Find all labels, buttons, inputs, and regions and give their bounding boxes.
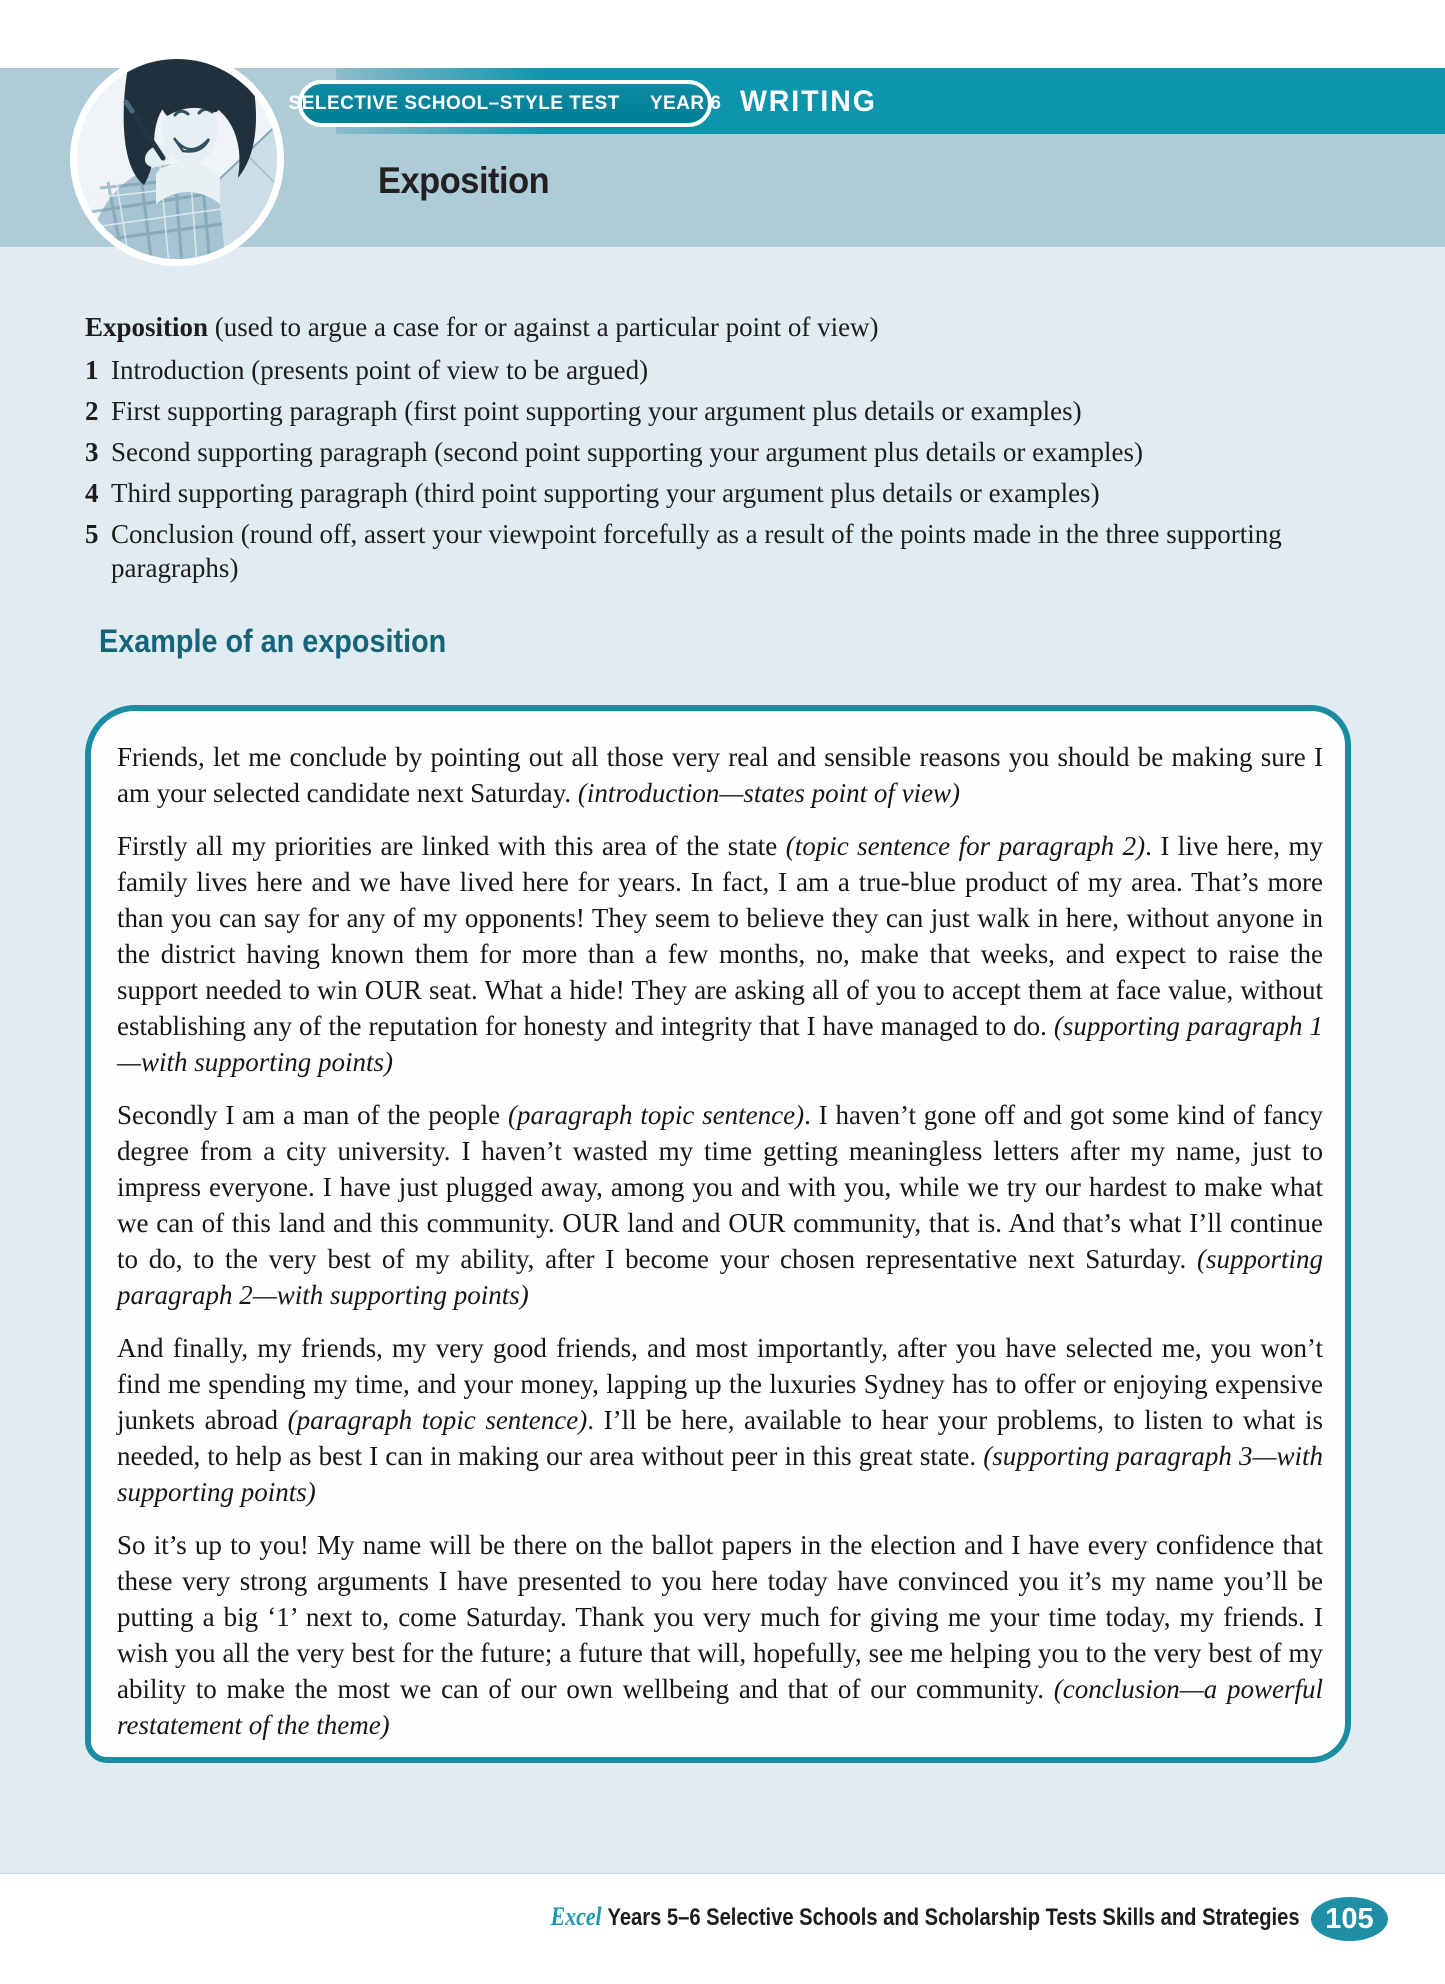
example-box bbox=[85, 705, 1351, 1763]
student-writing-photo-icon bbox=[70, 52, 284, 266]
annotation-text: (conclusion—a powerful restatement of the theme) bbox=[117, 1674, 1323, 1740]
speech-text: And finally, my friends, my very good friends, and most importantly, after you have selected me, you won’t find me spending my time, and your money, lapping up the luxuries Sydney has to offer or enjoying expensive junkets abroad bbox=[117, 1333, 1323, 1435]
exposition-structure-list bbox=[85, 353, 1335, 585]
list-item-number: 1 bbox=[85, 355, 99, 385]
speech-text: Friends, let me conclude by pointing out all those very real and sensible reasons you should be making sure I am your selected candidate next Saturday. bbox=[117, 742, 1323, 808]
exposition-definition bbox=[85, 310, 1335, 344]
annotation-text: (supporting paragraph 1—with supporting points) bbox=[117, 1011, 1323, 1077]
test-badge-label: SELECTIVE SCHOOL–STYLE TEST bbox=[288, 92, 620, 114]
excel-brand-logo: Excel bbox=[551, 1902, 603, 1931]
structure-list-item bbox=[85, 353, 1335, 387]
speech-text: . I haven’t gone off and got some kind of fancy degree from a city university. I haven’t wasted my time getting meaningless letters after my name, just to impress everyone. I have just plugged away, among you and with you, while we try our hardest to make what we can of this land and this community. OUR land and OUR community, that is. And that’s what I’ll continue to do, to the very best of my ability, after I become your chosen representative next Saturday. bbox=[117, 1100, 1323, 1274]
list-item-text: Third supporting paragraph (third point supporting your argument plus details or examples) bbox=[111, 478, 1100, 508]
annotation-text: (supporting paragraph 3—with supporting points) bbox=[117, 1441, 1323, 1507]
definition-term: Exposition bbox=[85, 312, 209, 342]
section-label: WRITING bbox=[740, 85, 877, 118]
list-item-text: Second supporting paragraph (second point supporting your argument plus details or examples) bbox=[111, 437, 1144, 467]
page-number: 105 bbox=[1325, 1902, 1374, 1935]
student-photo-illustration bbox=[70, 52, 284, 266]
page-number-badge bbox=[1311, 1897, 1388, 1941]
main-content bbox=[85, 310, 1335, 592]
list-item-number: 3 bbox=[85, 437, 99, 467]
list-item-number: 4 bbox=[85, 478, 99, 508]
list-item-number: 2 bbox=[85, 396, 99, 426]
definition-rest: (used to argue a case for or against a particular point of view) bbox=[208, 312, 879, 342]
list-item-text: Conclusion (round off, assert your viewpoint forcefully as a result of the points made in the three supporting paragraphs) bbox=[111, 519, 1282, 583]
test-badge-year: YEAR 6 bbox=[649, 92, 722, 114]
example-paragraph bbox=[117, 1097, 1323, 1313]
test-badge bbox=[288, 80, 722, 127]
speech-text: So it’s up to you! My name will be there on the ballot papers in the election and I have every confidence that these very strong arguments I have presented to you here today have convinced you it’s my name you’ll be putting a big ‘1’ next to, come Saturday. Thank you very much for giving me your time today, my friends. I wish you all the very best for the future; a future that will, hopefully, see me helping you to the very best of my ability to make the most we can of our own wellbeing and that of our community. bbox=[117, 1530, 1323, 1704]
annotation-text: (introduction—states point of view) bbox=[577, 778, 961, 808]
list-item-number: 5 bbox=[85, 519, 99, 549]
speech-text: . I live here, my family lives here and we have lived here for years. In fact, I am a true-blue product of my area. That’s more than you can say for any of my opponents! They seem to believe they can just walk in here, without anyone in the district having known them for more than a few months, no, make that weeks, and expect to raise the support needed to win OUR seat. What a hide! They are asking all of you to accept them at face value, without establishing any of the reputation for honesty and integrity that I have managed to do. bbox=[117, 831, 1323, 1041]
list-item-text: First supporting paragraph (first point supporting your argument plus details or examples) bbox=[111, 396, 1082, 426]
annotation-text: (supporting paragraph 2—with supporting points) bbox=[117, 1244, 1323, 1310]
example-paragraph bbox=[117, 1527, 1323, 1743]
example-heading: Example of an exposition bbox=[99, 623, 447, 659]
annotation-text: (topic sentence for paragraph 2) bbox=[785, 831, 1146, 861]
footer-book-title bbox=[551, 1902, 1300, 1932]
structure-list-item bbox=[85, 435, 1335, 469]
structure-list-item bbox=[85, 476, 1335, 510]
speech-text: Firstly all my priorities are linked with this area of the state bbox=[117, 831, 786, 861]
footer-title-rest: Years 5–6 Selective Schools and Scholarship Tests Skills and Strategies bbox=[607, 1904, 1300, 1931]
structure-list-item bbox=[85, 394, 1335, 428]
speech-text: Secondly I am a man of the people bbox=[117, 1100, 508, 1130]
annotation-text: (paragraph topic sentence) bbox=[508, 1100, 805, 1130]
list-item-text: Introduction (presents point of view to be argued) bbox=[111, 355, 649, 385]
example-paragraph bbox=[117, 739, 1323, 811]
page-title: Exposition bbox=[378, 160, 550, 201]
example-paragraph bbox=[117, 828, 1323, 1080]
annotation-text: (paragraph topic sentence) bbox=[287, 1405, 588, 1435]
speech-text: . I’ll be here, available to hear your problems, to listen to what is needed, to help as best I can in making our area without peer in this great state. bbox=[117, 1405, 1324, 1471]
example-paragraph bbox=[117, 1330, 1323, 1510]
structure-list-item bbox=[85, 517, 1335, 585]
